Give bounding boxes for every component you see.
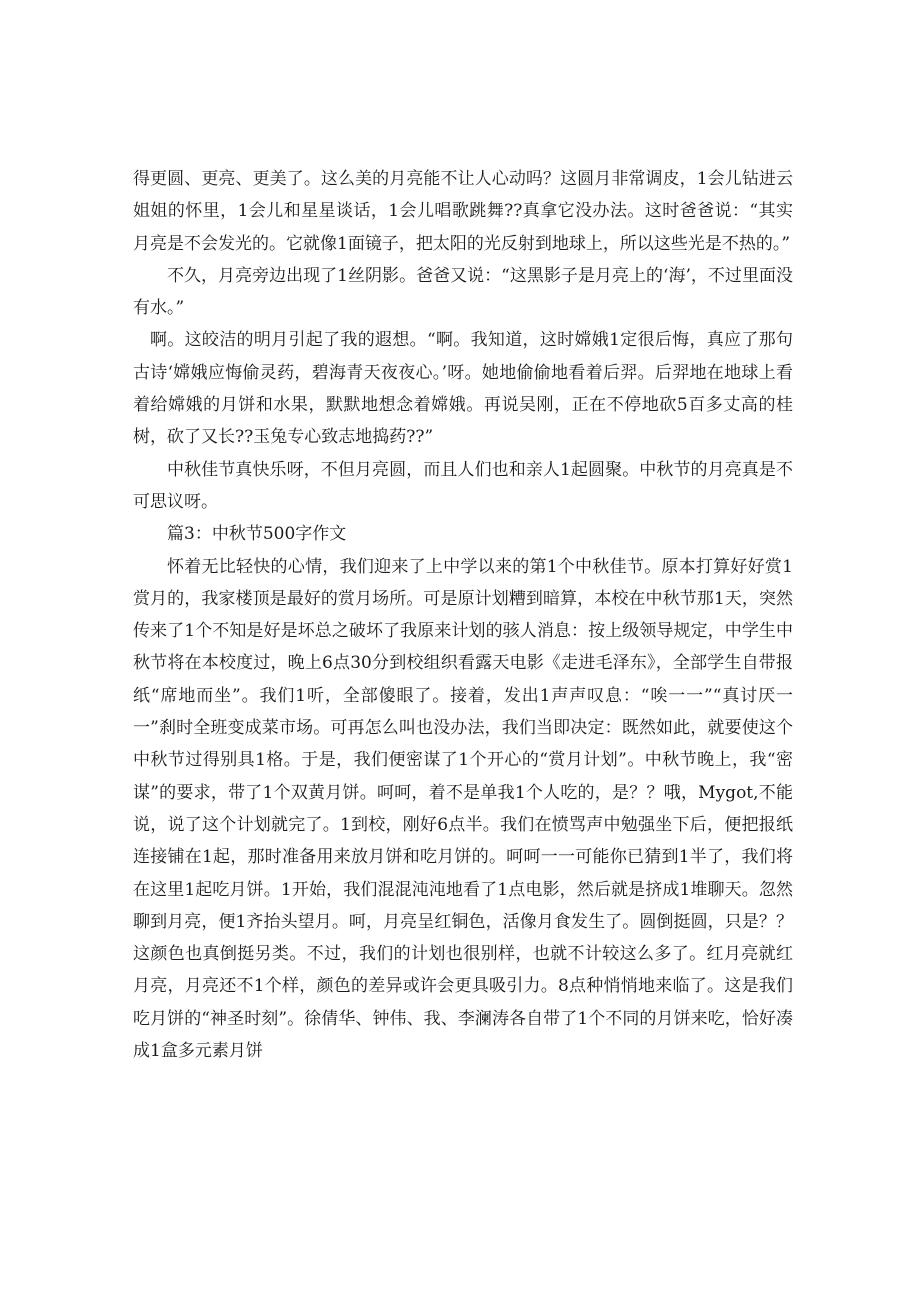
paragraph-school-festival: 怀着无比轻快的心情，我们迎来了上中学以来的第1个中秋佳节。原本打算好好赏1赏月的，我家楼顶是最好的赏月场所。可是原计划糟到暗算，本校在中秋节那1天，突然传来了1个不知是好是坏总之破坏了我原来计划的骇人消息：按上级领导规定，中学生中秋节将在本校度过，晚上6点30分到校组织看露天电影《走进毛泽东》，全部学生自带报纸“席地而坐”。我们1听，全部傻眼了。接着，发出1声声叹息：“唉一一”“真讨厌一一”刹时全班变成菜市场。可再怎么叫也没办法，我们当即决定：既然如此，就要使这个中秋节过得别具1格。于是，我们便密谋了1个开心的“赏月计划”。中秋节晚上，我“密谋”的要求，带了1个双黄月饼。呵呵，着不是单我1个人吃的，是？？哦，Mygot,不能说，说了这个计划就完了。1到校，刚好6点半。我们在愤骂声中勉强坐下后，便把报纸连接铺在1起，那时准备用来放月饼和吃月饼的。呵呵一一可能你已猜到1半了，我们将在这里1起吃月饼。1开始，我们混混沌沌地看了1点电影，然后就是挤成1堆聊天。忽然聊到月亮，便1齐抬头望月。呵，月亮呈红铜色，活像月食发生了。圆倒挺圆，只是？？这颜色也真倒挺另类。不过，我们的计划也很别样，也就不计较这么多了。红月亮就红月亮，月亮还不1个样，颜色的差异或许会更具吸引力。8点种悄悄地来临了。这是我们吃月饼的“神圣时刻”。徐倩华、钟伟、我、李澜涛各自带了1个不同的月饼来吃，恰好凑成1盒多元素月饼 [133, 556, 793, 1062]
section-heading: 篇3：中秋节500字作文 [167, 524, 347, 545]
paragraph-festival-joy: 中秋佳节真快乐呀，不但月亮圆，而且人们也和亲人1起圆聚。中秋节的月亮真是不可思议呀。 [133, 459, 793, 512]
article-body [133, 163, 793, 1067]
paragraph-reverie: 啊。这皎洁的明月引起了我的遐想。“啊。我知道，这时嫦娥1定很后悔，真应了那句古诗‘嫦娥应悔偷灵药，碧海青天夜夜心。’呀。她地偷偷地看着后羿。后羿地在地球上看着给嫦娥的月饼和水果，默默地想念着嫦娥。再说吴刚，正在不停地砍5百多丈高的桂树，砍了又长??玉兔专心致志地捣药??” [133, 330, 793, 448]
paragraph-moon-shadow: 不久，月亮旁边出现了1丝阴影。爸爸又说：“这黑影子是月亮上的‘海’，不过里面没有水。” [133, 265, 793, 319]
paragraph-moon-description: 得更圆、更亮、更美了。这么美的月亮能不让人心动吗？这圆月非常调皮，1会儿钻进云姐姐的怀里，1会儿和星星谈话，1会儿唱歌跳舞??真拿它没办法。这时爸爸说：“其实月亮是不会发光的。它就像1面镜子，把太阳的光反射到地球上，所以这些光是不热的。” [133, 169, 793, 254]
